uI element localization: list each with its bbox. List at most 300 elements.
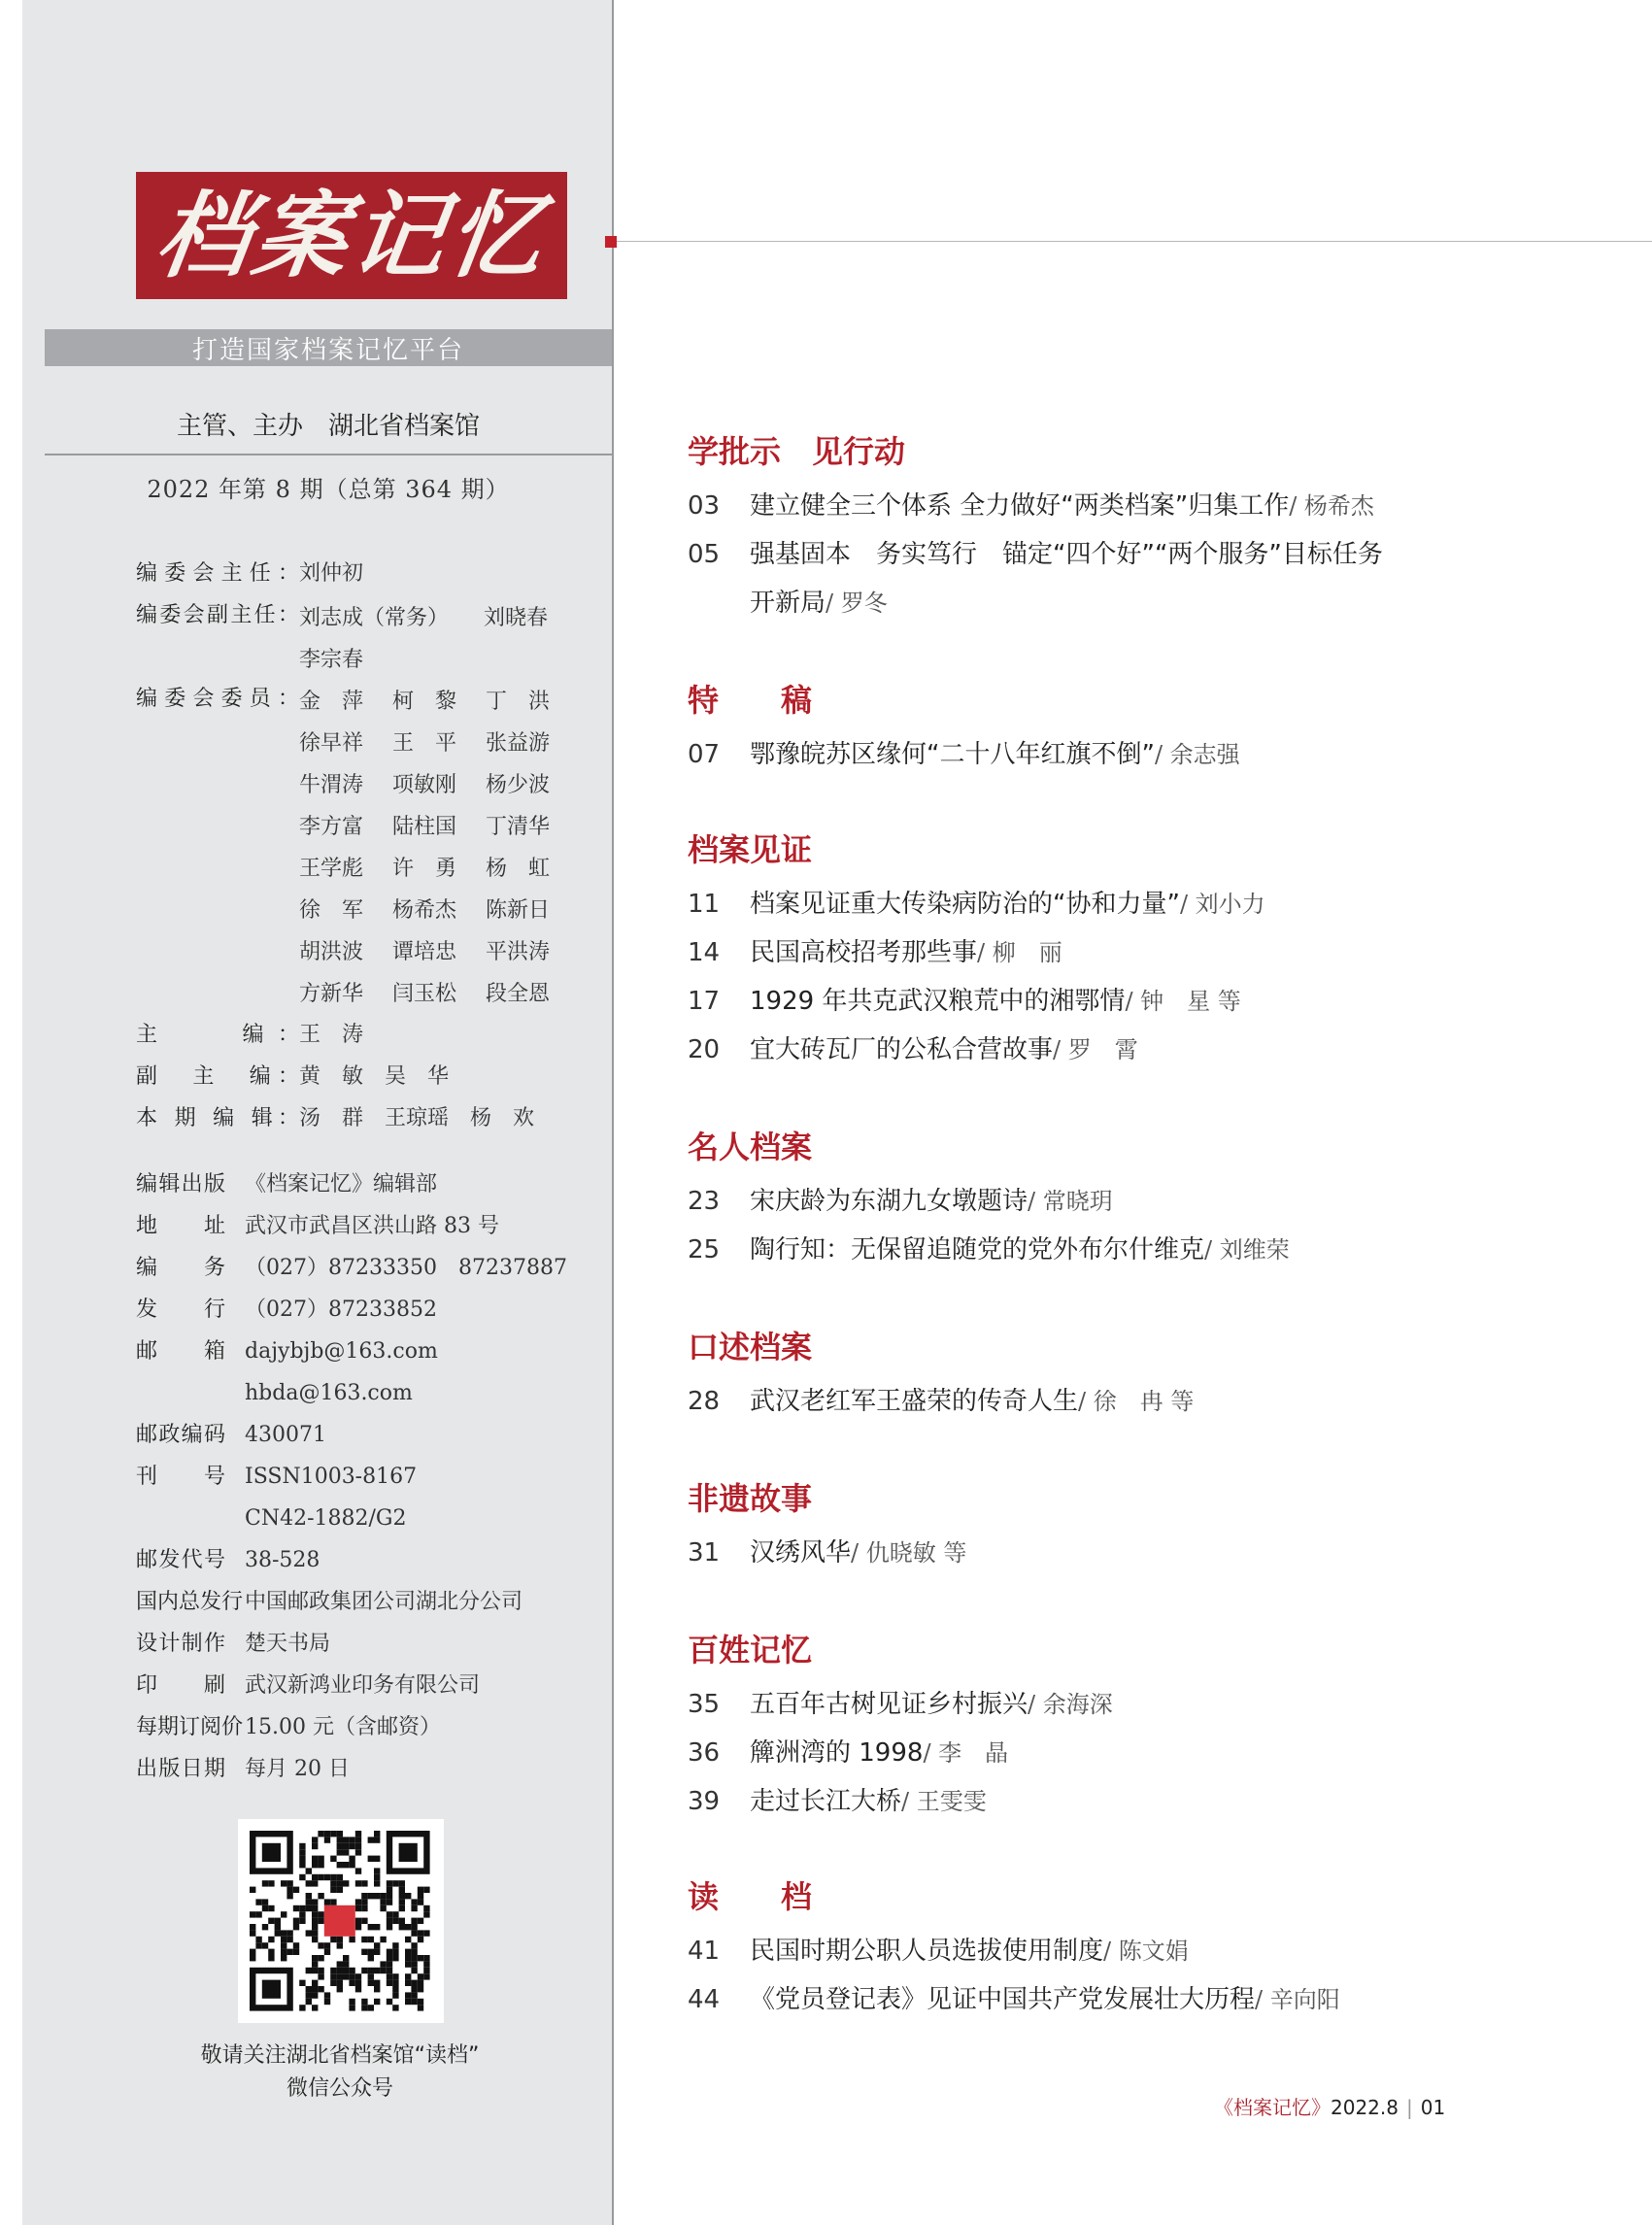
qr-module xyxy=(418,1899,423,1905)
header-rule xyxy=(612,241,1652,242)
toc-page-number: 41 xyxy=(688,1937,721,1966)
qr-module xyxy=(405,1992,411,1998)
qr-module xyxy=(405,1999,411,2005)
qr-module xyxy=(287,1937,292,1942)
toc-page-number: 05 xyxy=(688,540,721,569)
toc-entry-title: 档案见证重大传染病防治的“协和力量” xyxy=(750,890,1180,919)
toc-entry-title: 簰洲湾的 1998 xyxy=(750,1738,924,1768)
qr-module xyxy=(355,1843,361,1849)
qr-module xyxy=(355,1868,361,1873)
qr-module xyxy=(355,1924,361,1930)
members-row-names xyxy=(299,810,579,840)
qr-module xyxy=(306,1999,312,2005)
qr-module xyxy=(343,1973,349,1979)
masthead-title: 档案记忆 xyxy=(150,180,555,290)
qr-module xyxy=(306,1905,312,1911)
qr-module xyxy=(418,1999,423,2005)
director-row xyxy=(136,559,363,589)
qr-module xyxy=(423,1930,429,1936)
qr-module xyxy=(330,1880,336,1886)
qr-module xyxy=(392,2005,398,2010)
issue-editor-row xyxy=(136,1104,534,1133)
qr-module xyxy=(387,1880,392,1886)
qr-module xyxy=(324,1837,330,1842)
qr-module xyxy=(299,1874,305,1880)
toc-entry-title: 宋庆龄为东湖九女墩题诗 xyxy=(750,1187,1028,1216)
qr-module xyxy=(318,1973,323,1979)
issue-editor-label: 本 期 编 辑： xyxy=(136,1106,299,1130)
qr-module xyxy=(343,1880,349,1886)
qr-module xyxy=(405,1973,411,1979)
toc-page-number: 23 xyxy=(688,1187,721,1216)
toc-entry-author: / 徐 冉 等 xyxy=(1078,1388,1195,1415)
qr-module xyxy=(411,1918,417,1924)
qr-module xyxy=(275,1924,281,1930)
qr-module xyxy=(349,1999,354,2005)
qr-module xyxy=(418,1930,423,1936)
qr-module xyxy=(330,1973,336,1979)
qr-module xyxy=(343,1862,349,1868)
qr-module xyxy=(411,1992,417,1998)
qr-module xyxy=(312,1905,318,1911)
qr-module xyxy=(318,1856,323,1862)
vice-director-label: 编委会副主任： xyxy=(136,603,299,627)
member-name: 徐 军 xyxy=(299,898,364,923)
member-name: 许 勇 xyxy=(392,857,457,881)
qr-module xyxy=(306,1868,312,1873)
qr-module xyxy=(418,1986,423,1992)
toc-entry xyxy=(688,884,1265,920)
qr-module xyxy=(368,1980,374,1986)
qr-module xyxy=(418,1973,423,1979)
qr-module xyxy=(349,1843,354,1849)
qr-module xyxy=(287,1880,292,1886)
qr-module xyxy=(337,1980,343,1986)
qr-module xyxy=(355,1918,361,1924)
toc-entry-title: 建立健全三个体系 全力做好“两类档案”归集工作 xyxy=(750,491,1290,521)
toc-entry xyxy=(688,1181,1113,1217)
qr-module xyxy=(318,1955,323,1961)
qr-module xyxy=(374,1924,380,1930)
qr-module xyxy=(299,1862,305,1868)
qr-module xyxy=(312,1930,318,1936)
qr-module xyxy=(312,1980,318,1986)
publication-label: 设计制作 xyxy=(136,1632,225,1656)
qr-module xyxy=(250,1949,255,1955)
qr-module xyxy=(330,1831,336,1837)
vice-director-names xyxy=(299,601,577,631)
toc-page-number: 35 xyxy=(688,1690,721,1719)
qr-module xyxy=(380,1968,386,1973)
publication-label: 地 址 xyxy=(136,1214,225,1238)
member-name: 杨 虹 xyxy=(486,857,551,881)
deputy-editor-row xyxy=(136,1062,449,1092)
qr-module xyxy=(349,1837,354,1842)
qr-module xyxy=(418,1980,423,1986)
publication-label: 邮政编码 xyxy=(136,1423,225,1447)
member-name: 丁清华 xyxy=(486,815,551,839)
publication-row xyxy=(136,1170,437,1199)
toc-page-number: 44 xyxy=(688,1985,721,2014)
qr-caption-line: 微信公众号 xyxy=(286,2076,393,2101)
publication-label: 发 行 xyxy=(136,1298,225,1322)
toc-entry-title: 宜大砖瓦厂的公私合营故事 xyxy=(750,1035,1054,1064)
qr-module xyxy=(349,2005,354,2010)
qr-module xyxy=(355,1837,361,1842)
qr-module xyxy=(250,1955,255,1961)
qr-module xyxy=(380,1905,386,1911)
qr-module xyxy=(399,1893,405,1899)
director-label: 编委会主任： xyxy=(136,561,299,586)
qr-module xyxy=(324,1992,330,1998)
member-name: 张益游 xyxy=(486,731,551,756)
qr-module xyxy=(392,1955,398,1961)
qr-module xyxy=(255,1942,261,1948)
publication-value: 楚天书局 xyxy=(245,1632,331,1656)
qr-module xyxy=(262,1905,268,1911)
toc-entry-title: 走过长江大桥 xyxy=(750,1787,902,1816)
qr-module xyxy=(368,1949,374,1955)
publication-row xyxy=(136,1588,523,1617)
qr-module xyxy=(374,1893,380,1899)
qr-module xyxy=(374,1942,380,1948)
qr-module xyxy=(387,1973,392,1979)
publication-row xyxy=(136,1713,441,1742)
toc-entry-title: 五百年古树见证乡村振兴 xyxy=(750,1690,1028,1719)
qr-module xyxy=(343,1961,349,1967)
qr-module xyxy=(423,1973,429,1979)
toc-entry-title: 武汉老红军王盛荣的传奇人生 xyxy=(750,1387,1079,1416)
toc-entry-title: 民国高校招考那些事 xyxy=(750,938,978,967)
qr-module xyxy=(349,1968,354,1973)
publication-row xyxy=(136,1254,567,1283)
deputy-editor-label: 副 主 编： xyxy=(136,1064,299,1089)
qr-module xyxy=(337,1961,343,1967)
section-title: 学批示 见行动 xyxy=(688,433,906,470)
publication-row xyxy=(136,1504,406,1534)
qr-module xyxy=(361,1880,367,1886)
qr-module xyxy=(330,1874,336,1880)
qr-module xyxy=(324,1999,330,2005)
toc-entry xyxy=(688,583,888,619)
qr-module xyxy=(268,1905,274,1911)
qr-module xyxy=(299,2005,305,2010)
publication-row xyxy=(136,1421,326,1450)
qr-module xyxy=(324,1831,330,1837)
vertical-divider xyxy=(612,0,614,2225)
toc-entry-title: 民国时期公职人员选拔使用制度 xyxy=(750,1937,1104,1966)
toc-entry-author: / 刘小力 xyxy=(1179,891,1265,918)
members-row-names xyxy=(299,935,579,965)
qr-module xyxy=(418,1955,423,1961)
vice-director-name: 刘志成（常务） xyxy=(299,606,450,630)
qr-module xyxy=(368,2005,374,2010)
qr-module xyxy=(374,1949,380,1955)
toc-entry xyxy=(688,981,1241,1017)
qr-module xyxy=(387,1980,392,1986)
section-title: 读 档 xyxy=(688,1878,813,1915)
qr-module xyxy=(411,1968,417,1973)
toc-entry-title: 1929 年共克武汉粮荒中的湘鄂情 xyxy=(750,987,1126,1016)
qr-module xyxy=(250,1924,255,1930)
qr-module xyxy=(392,1973,398,1979)
qr-module xyxy=(399,1887,405,1893)
toc-entry xyxy=(688,1029,1138,1065)
qr-module xyxy=(343,1849,349,1855)
publication-value: 中国邮政集团公司湖北分公司 xyxy=(245,1590,523,1614)
qr-module xyxy=(268,1880,274,1886)
qr-module xyxy=(281,1911,287,1917)
section-title: 档案见证 xyxy=(688,831,813,868)
qr-module xyxy=(392,1980,398,1986)
member-name: 杨少波 xyxy=(486,773,551,797)
publication-value: 武汉新鸿业印务有限公司 xyxy=(245,1673,481,1698)
section-title: 百姓记忆 xyxy=(688,1632,813,1669)
qr-module xyxy=(330,1968,336,1973)
toc-entry-author: / 柳 丽 xyxy=(977,939,1062,966)
qr-module xyxy=(318,1874,323,1880)
qr-module xyxy=(306,1968,312,1973)
toc-entry-author: / 钟 星 等 xyxy=(1125,988,1241,1015)
publication-label: 每期订阅价 xyxy=(136,1715,244,1739)
vice-director-row xyxy=(136,601,299,630)
accent-square xyxy=(605,236,617,248)
qr-module xyxy=(374,1874,380,1880)
toc-entry xyxy=(688,1781,987,1817)
qr-module xyxy=(330,1937,336,1942)
qr-module xyxy=(281,1880,287,1886)
qr-module xyxy=(380,1937,386,1942)
publication-label: 编 务 xyxy=(136,1256,225,1280)
chief-editor-row xyxy=(136,1021,363,1050)
qr-center-logo xyxy=(324,1905,355,1937)
qr-module xyxy=(306,1893,312,1899)
qr-module xyxy=(306,1930,312,1936)
qr-module xyxy=(312,1843,318,1849)
qr-module xyxy=(380,1893,386,1899)
qr-module xyxy=(423,1911,429,1917)
qr-module xyxy=(387,1893,392,1899)
qr-module xyxy=(392,1918,398,1924)
qr-module xyxy=(255,1899,261,1905)
qr-module xyxy=(355,1899,361,1905)
member-name: 金 萍 xyxy=(299,690,364,714)
publication-row xyxy=(136,1337,438,1366)
qr-module xyxy=(380,1961,386,1967)
qr-module xyxy=(337,1942,343,1948)
member-name: 柯 黎 xyxy=(392,690,457,714)
qr-module xyxy=(337,1837,343,1842)
qr-caption-line: 敬请关注湖北省档案馆“读档” xyxy=(200,2043,480,2068)
toc-entry xyxy=(688,1684,1113,1720)
member-name: 方新华 xyxy=(299,982,364,1006)
qr-module xyxy=(392,1880,398,1886)
qr-module xyxy=(374,1837,380,1842)
qr-module xyxy=(368,1937,374,1942)
slogan-bar: 打造国家档案记忆平台 xyxy=(45,329,612,366)
qr-module xyxy=(306,1880,312,1886)
toc-entry-author: / 罗冬 xyxy=(826,590,888,617)
toc-entry-author: / 王雯雯 xyxy=(901,1788,987,1815)
qr-module xyxy=(392,1911,398,1917)
qr-module xyxy=(392,1942,398,1948)
qr-module xyxy=(293,1924,299,1930)
qr-module xyxy=(281,1955,287,1961)
qr-module xyxy=(361,1899,367,1905)
qr-module xyxy=(405,1924,411,1930)
qr-module xyxy=(349,1856,354,1862)
qr-module xyxy=(355,1973,361,1979)
qr-module xyxy=(268,1937,274,1942)
publication-value: 430071 xyxy=(245,1423,326,1447)
qr-module xyxy=(387,1899,392,1905)
qr-module xyxy=(411,1949,417,1955)
qr-module xyxy=(392,1949,398,1955)
qr-module xyxy=(411,1955,417,1961)
publication-label: 出版日期 xyxy=(136,1757,225,1781)
qr-module xyxy=(361,1918,367,1924)
qr-module xyxy=(418,1893,423,1899)
qr-module xyxy=(275,1930,281,1936)
toc-entry xyxy=(688,1931,1189,1967)
qr-module xyxy=(330,1856,336,1862)
section-title: 口述档案 xyxy=(688,1329,813,1365)
members-row-names xyxy=(299,726,579,757)
qr-module xyxy=(255,1937,261,1942)
member-name: 陈新日 xyxy=(486,898,551,923)
qr-module xyxy=(399,1924,405,1930)
qr-module xyxy=(387,1924,392,1930)
qr-caption xyxy=(146,2040,534,2106)
qr-module xyxy=(306,1986,312,1992)
toc-entry-title: 陶行知：无保留追随党的党外布尔什维克 xyxy=(750,1235,1205,1264)
qr-finder xyxy=(399,1843,418,1862)
qr-module xyxy=(368,1893,374,1899)
qr-module xyxy=(361,2005,367,2010)
qr-module xyxy=(368,1968,374,1973)
qr-module xyxy=(337,1849,343,1855)
qr-module xyxy=(411,1905,417,1911)
qr-module xyxy=(312,1924,318,1930)
qr-module xyxy=(411,1999,417,2005)
qr-module xyxy=(355,1880,361,1886)
qr-module xyxy=(287,1949,292,1955)
qr-code-icon xyxy=(238,1819,444,2023)
qr-module xyxy=(411,1986,417,1992)
qr-module xyxy=(374,1856,380,1862)
qr-module xyxy=(312,1874,318,1880)
toc-page-number: 17 xyxy=(688,987,721,1016)
qr-module xyxy=(312,2005,318,2010)
qr-module xyxy=(387,1955,392,1961)
publication-value: dajybjb@163.com xyxy=(245,1339,438,1364)
qr-module xyxy=(318,1942,323,1948)
qr-module xyxy=(418,1937,423,1942)
qr-module xyxy=(293,1942,299,1948)
qr-module xyxy=(355,1905,361,1911)
qr-module xyxy=(337,1968,343,1973)
qr-module xyxy=(349,1973,354,1979)
qr-module xyxy=(318,1893,323,1899)
qr-module xyxy=(399,1918,405,1924)
toc-page-number: 14 xyxy=(688,938,721,967)
publication-row xyxy=(136,1212,499,1241)
director-name: 刘仲初 xyxy=(299,561,364,586)
qr-module xyxy=(299,1905,305,1911)
issue-editor-names: 汤 群 王琼瑶 杨 欢 xyxy=(299,1106,535,1130)
qr-module xyxy=(312,1837,318,1842)
qr-module xyxy=(361,1968,367,1973)
qr-module xyxy=(312,1911,318,1917)
qr-module xyxy=(423,1961,429,1967)
qr-module xyxy=(337,1831,343,1837)
toc-entry-title: 《党员登记表》见证中国共产党发展壮大历程 xyxy=(750,1985,1256,2014)
qr-module xyxy=(318,1968,323,1973)
qr-module xyxy=(337,1862,343,1868)
qr-module xyxy=(275,1918,281,1924)
qr-module xyxy=(374,1986,380,1992)
publication-label: 刊 号 xyxy=(136,1465,225,1489)
qr-module xyxy=(306,1899,312,1905)
qr-module xyxy=(387,1918,392,1924)
qr-module xyxy=(312,1918,318,1924)
section-title: 非遗故事 xyxy=(688,1480,813,1517)
member-name: 平洪涛 xyxy=(486,940,551,964)
qr-module xyxy=(399,1905,405,1911)
qr-module xyxy=(387,1961,392,1967)
members-row-names xyxy=(299,977,579,1007)
qr-module xyxy=(299,1843,305,1849)
qr-module xyxy=(268,1918,274,1924)
member-name: 王 平 xyxy=(392,731,457,756)
sponsor-rule xyxy=(45,454,612,455)
qr-module xyxy=(387,1949,392,1955)
toc-entry-author: / 仇晓敏 等 xyxy=(851,1539,967,1567)
toc-page-number: 39 xyxy=(688,1787,721,1816)
qr-module xyxy=(324,1949,330,1955)
qr-module xyxy=(337,1843,343,1849)
members-row xyxy=(136,685,299,714)
toc-entry xyxy=(688,1533,966,1568)
qr-module xyxy=(392,1986,398,1992)
qr-module xyxy=(262,1899,268,1905)
qr-module xyxy=(411,1930,417,1936)
toc-entry-author: / 陈文娟 xyxy=(1103,1938,1189,1965)
members-label: 编委会委员： xyxy=(136,687,299,711)
qr-module xyxy=(299,1856,305,1862)
toc-entry-title: 强基固本 务实笃行 锚定“四个好”“两个服务”目标任务 xyxy=(750,540,1383,569)
toc-entry xyxy=(688,734,1240,770)
toc-entry-author: / 余志强 xyxy=(1154,741,1240,768)
toc-entry-author: / 余海深 xyxy=(1028,1691,1113,1718)
member-name: 谭培忠 xyxy=(392,940,457,964)
qr-module xyxy=(411,1980,417,1986)
qr-module xyxy=(293,1905,299,1911)
qr-module xyxy=(250,1911,255,1917)
qr-module xyxy=(337,1937,343,1942)
qr-module xyxy=(418,1918,423,1924)
qr-module xyxy=(355,1831,361,1837)
qr-module xyxy=(361,1905,367,1911)
qr-module xyxy=(312,1968,318,1973)
qr-module xyxy=(287,1930,292,1936)
qr-module xyxy=(374,1980,380,1986)
member-name: 丁 洪 xyxy=(486,690,551,714)
publication-label: 印 刷 xyxy=(136,1673,225,1698)
publication-value: hbda@163.com xyxy=(245,1381,413,1405)
qr-module xyxy=(255,1911,261,1917)
page-footer xyxy=(1214,2092,1445,2120)
